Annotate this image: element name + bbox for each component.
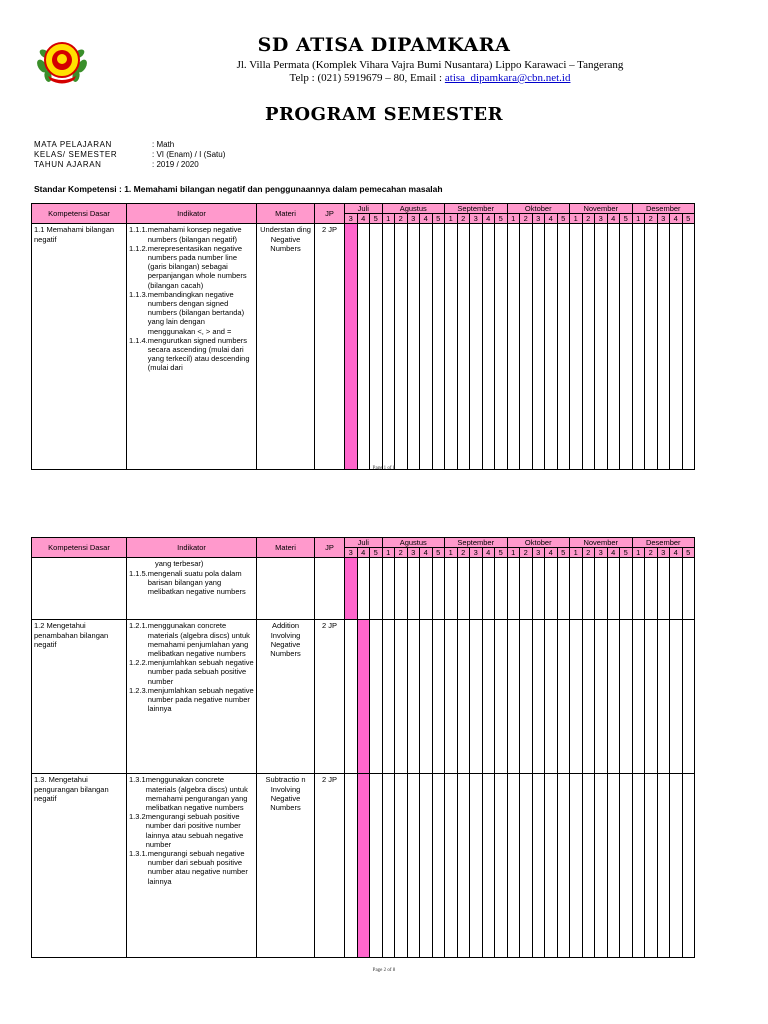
indicator-item	[129, 621, 254, 658]
month-header: Oktober	[507, 204, 570, 214]
schedule-cell	[670, 774, 683, 958]
school-name: SD ATISA DIPAMKARA	[257, 34, 511, 56]
meta-row	[34, 140, 225, 150]
week-number: 3	[595, 214, 608, 224]
schedule-cell	[507, 620, 520, 774]
week-number: 4	[670, 548, 683, 558]
schedule-cell	[520, 224, 533, 470]
week-number: 3	[532, 214, 545, 224]
schedule-cell	[395, 774, 408, 958]
indicator-item	[129, 658, 254, 686]
indicator-item	[129, 225, 254, 243]
indicator-number: 1.2.1.	[129, 621, 148, 631]
schedule-cell	[395, 558, 408, 620]
schedule-cell	[482, 620, 495, 774]
schedule-cell	[570, 224, 583, 470]
schedule-cell	[582, 620, 595, 774]
week-number: 2	[645, 548, 658, 558]
header-kompetensi-dasar: Kompetensi Dasar	[32, 538, 127, 558]
indicator-number: 1.1.1.	[129, 225, 148, 235]
indicator-text: membandingkan negative numbers dengan signed numbers (bilangan bertanda) yang lain dengan menggunakan <, > and =	[147, 289, 245, 336]
indicator-text: mengurangi sebuah positive number dari positive number lainnya atau sebuah negative number	[145, 812, 244, 849]
schedule-cell	[520, 774, 533, 958]
week-number: 1	[632, 214, 645, 224]
schedule-cell	[570, 620, 583, 774]
week-number: 3	[407, 548, 420, 558]
indikator-cell	[127, 224, 257, 470]
week-number: 3	[532, 548, 545, 558]
indicator-item	[129, 686, 254, 714]
week-number: 2	[395, 548, 408, 558]
meta-row	[34, 160, 225, 170]
month-header: Juli	[345, 204, 383, 214]
schedule-cell	[645, 558, 658, 620]
schedule-cell	[345, 620, 358, 774]
indikator-cell	[127, 774, 257, 958]
week-number: 5	[495, 548, 508, 558]
schedule-cell	[432, 774, 445, 958]
schedule-cell	[520, 620, 533, 774]
meta-key: KELAS/ SEMESTER	[34, 150, 118, 159]
schedule-cell	[420, 620, 433, 774]
schedule-cell	[682, 620, 695, 774]
week-number: 3	[595, 548, 608, 558]
page-1	[0, 0, 768, 488]
header-materi: Materi	[257, 204, 315, 224]
month-header: November	[570, 204, 633, 214]
week-number: 2	[520, 548, 533, 558]
schedule-cell	[370, 774, 383, 958]
indicator-text: menjumlahkan sebuah negative number pada negative number lainnya	[147, 685, 254, 714]
header-row	[32, 204, 695, 214]
indicator-number: 1.3.1	[129, 775, 146, 785]
schedule-cell	[432, 558, 445, 620]
schedule-cell	[507, 558, 520, 620]
indicator-number: 1.2.3.	[129, 685, 148, 695]
schedule-cell	[632, 558, 645, 620]
indicator-text: merepresentasikan negative numbers pada number line (garis bilangan) sebagai perpanjangan whole numbers (bilangan cacah)	[147, 243, 247, 290]
indicator-number: 1.3.2	[129, 812, 146, 822]
schedule-cell	[607, 620, 620, 774]
schedule-cell	[557, 774, 570, 958]
table-row	[32, 774, 695, 958]
header-jp: JP	[315, 538, 345, 558]
schedule-cell	[457, 774, 470, 958]
schedule-cell	[657, 224, 670, 470]
schedule-cell	[595, 620, 608, 774]
week-number: 4	[482, 548, 495, 558]
jp-cell	[315, 558, 345, 620]
schedule-cell	[470, 620, 483, 774]
week-number: 2	[457, 214, 470, 224]
schedule-cell	[545, 774, 558, 958]
indicator-text: yang terbesar)	[155, 559, 204, 569]
indicator-item	[129, 290, 254, 336]
schedule-cell	[557, 620, 570, 774]
schedule-cell	[657, 558, 670, 620]
week-number: 1	[570, 548, 583, 558]
schedule-cell	[420, 774, 433, 958]
schedule-cell	[357, 558, 370, 620]
kompetensi-dasar-cell	[32, 558, 127, 620]
week-number: 5	[682, 548, 695, 558]
jp-cell: 2 JP	[315, 620, 345, 774]
schedule-cell	[457, 224, 470, 470]
schedule-cell	[407, 620, 420, 774]
week-number: 4	[670, 214, 683, 224]
indicator-number: 1.2.2.	[129, 658, 148, 668]
indicator-number: 1.1.2.	[129, 243, 148, 253]
meta-value: : 2019 / 2020	[152, 160, 199, 169]
indicator-item	[129, 336, 254, 373]
schedule-cell	[407, 224, 420, 470]
week-number: 5	[370, 214, 383, 224]
meta-value: : Math	[152, 140, 175, 149]
header-indikator: Indikator	[127, 204, 257, 224]
week-number: 5	[620, 214, 633, 224]
schedule-cell	[545, 620, 558, 774]
schedule-cell	[495, 620, 508, 774]
month-header: Desember	[632, 204, 695, 214]
schedule-cell	[357, 224, 370, 470]
week-number: 5	[495, 214, 508, 224]
schedule-cell	[457, 620, 470, 774]
month-header: Agustus	[382, 538, 445, 548]
week-number: 2	[457, 548, 470, 558]
header-kompetensi-dasar: Kompetensi Dasar	[32, 204, 127, 224]
schedule-cell	[657, 620, 670, 774]
week-number: 5	[432, 214, 445, 224]
table-row	[32, 224, 695, 470]
indicator-text: menggunakan concrete materials (algebra discs) untuk memahami pengurangan yang melibatkan negative numbers	[145, 775, 248, 813]
schedule-cell	[595, 774, 608, 958]
schedule-cell	[470, 224, 483, 470]
schedule-cell	[370, 558, 383, 620]
schedule-cell	[595, 558, 608, 620]
indicator-text: memahami konsep negative numbers (bilangan negatif)	[147, 225, 242, 244]
indikator-cell	[127, 558, 257, 620]
week-number: 5	[682, 214, 695, 224]
schedule-cell	[470, 774, 483, 958]
week-number: 5	[370, 548, 383, 558]
schedule-cell	[682, 774, 695, 958]
week-number: 4	[607, 214, 620, 224]
course-meta	[34, 140, 225, 170]
schedule-cell	[445, 774, 458, 958]
schedule-cell	[532, 774, 545, 958]
schedule-cell	[445, 224, 458, 470]
schedule-cell	[382, 774, 395, 958]
week-number: 3	[345, 214, 358, 224]
week-number: 1	[507, 548, 520, 558]
week-number: 1	[570, 214, 583, 224]
schedule-cell	[582, 224, 595, 470]
week-number: 1	[382, 214, 395, 224]
schedule-cell	[445, 558, 458, 620]
kompetensi-dasar-cell: 1.3. Mengetahui pengurangan bilangan negatif	[32, 774, 127, 958]
indicator-text: mengenali suatu pola dalam barisan bilangan yang melibatkan negative numbers	[147, 568, 246, 597]
week-number: 4	[420, 214, 433, 224]
indicator-item	[129, 559, 254, 568]
schedule-cell	[420, 224, 433, 470]
indicator-text: menggunakan concrete materials (algebra discs) untuk memahami penjumlahan yang melibatkan negative numbers	[147, 621, 250, 659]
indicator-item	[129, 775, 254, 812]
schedule-cell	[495, 224, 508, 470]
schedule-cell	[407, 774, 420, 958]
table-row	[32, 558, 695, 620]
schedule-cell	[382, 620, 395, 774]
schedule-cell	[595, 224, 608, 470]
schedule-cell	[582, 558, 595, 620]
schedule-cell	[407, 558, 420, 620]
week-number: 4	[420, 548, 433, 558]
schedule-cell-active	[357, 774, 370, 958]
program-table-page-1	[31, 203, 695, 470]
week-number: 2	[520, 214, 533, 224]
schedule-cell	[482, 558, 495, 620]
schedule-cell	[670, 620, 683, 774]
week-number: 1	[445, 548, 458, 558]
header-jp: JP	[315, 204, 345, 224]
schedule-cell	[382, 558, 395, 620]
schedule-cell	[645, 224, 658, 470]
schedule-cell	[670, 224, 683, 470]
meta-key: TAHUN AJARAN	[34, 160, 102, 169]
header-row	[32, 538, 695, 548]
indicator-item	[129, 569, 254, 597]
week-number: 1	[382, 548, 395, 558]
week-number: 3	[657, 214, 670, 224]
month-header: Juli	[345, 538, 383, 548]
standar-kompetensi: Standar Kompetensi : 1. Memahami bilangan negatif dan penggunaannya dalam pemecahan masalah	[34, 184, 443, 194]
week-number: 4	[545, 548, 558, 558]
schedule-cell	[482, 774, 495, 958]
header-indikator: Indikator	[127, 538, 257, 558]
schedule-cell-active	[345, 558, 358, 620]
week-number: 3	[345, 548, 358, 558]
meta-key: MATA PELAJARAN	[34, 140, 112, 149]
schedule-cell	[670, 558, 683, 620]
week-number: 2	[582, 214, 595, 224]
schedule-cell	[495, 558, 508, 620]
header-materi: Materi	[257, 538, 315, 558]
materi-cell: Addition Involving Negative Numbers	[257, 620, 315, 774]
schedule-cell	[532, 620, 545, 774]
week-number: 4	[357, 548, 370, 558]
schedule-cell	[545, 558, 558, 620]
week-number: 3	[470, 548, 483, 558]
week-number: 2	[395, 214, 408, 224]
indicator-text: mengurangi sebuah negative number dari sebuah positive number atau negative number lainnya	[147, 849, 248, 886]
schedule-cell-active	[357, 620, 370, 774]
schedule-cell	[682, 558, 695, 620]
week-number: 1	[507, 214, 520, 224]
week-number: 4	[607, 548, 620, 558]
schedule-cell	[632, 620, 645, 774]
schedule-cell	[370, 224, 383, 470]
week-number: 2	[645, 214, 658, 224]
schedule-cell-active	[345, 224, 358, 470]
week-number: 3	[470, 214, 483, 224]
jp-cell: 2 JP	[315, 224, 345, 470]
schedule-cell	[570, 774, 583, 958]
schedule-cell	[457, 558, 470, 620]
week-number: 1	[445, 214, 458, 224]
month-header: November	[570, 538, 633, 548]
schedule-cell	[607, 224, 620, 470]
materi-cell	[257, 558, 315, 620]
week-number: 4	[482, 214, 495, 224]
schedule-cell	[395, 224, 408, 470]
kompetensi-dasar-cell: 1.1 Memahami bilangan negatif	[32, 224, 127, 470]
week-number: 5	[620, 548, 633, 558]
month-header: Oktober	[507, 538, 570, 548]
week-number: 1	[632, 548, 645, 558]
schedule-cell	[520, 558, 533, 620]
schedule-cell	[570, 558, 583, 620]
indicator-number: 1.1.3.	[129, 289, 148, 299]
month-header: Agustus	[382, 204, 445, 214]
week-number: 3	[407, 214, 420, 224]
indicator-item	[129, 244, 254, 290]
schedule-cell	[632, 774, 645, 958]
contact-phone: Telp : (021) 5919679 – 80, Email :	[289, 72, 445, 84]
week-number: 5	[557, 548, 570, 558]
school-contact	[170, 72, 690, 84]
schedule-cell	[370, 620, 383, 774]
month-header: Desember	[632, 538, 695, 548]
schedule-cell	[645, 774, 658, 958]
indikator-cell	[127, 620, 257, 774]
schedule-cell	[557, 224, 570, 470]
indicator-number: 1.1.4.	[129, 335, 148, 345]
indicator-text: mengurutkan signed numbers secara ascending (mulai dari yang terkecil) atau descending (mulai dari	[147, 335, 250, 373]
schedule-cell	[620, 620, 633, 774]
schedule-cell	[395, 620, 408, 774]
week-number: 4	[357, 214, 370, 224]
program-table-page-2	[31, 537, 695, 958]
schedule-cell	[420, 558, 433, 620]
month-header: September	[445, 538, 508, 548]
week-number: 2	[582, 548, 595, 558]
schedule-cell	[607, 774, 620, 958]
indicator-item	[129, 849, 254, 886]
schedule-cell	[432, 620, 445, 774]
schedule-cell	[532, 224, 545, 470]
meta-row	[34, 150, 225, 160]
week-number: 4	[545, 214, 558, 224]
schedule-cell	[482, 224, 495, 470]
kompetensi-dasar-cell: 1.2 Mengetahui penambahan bilangan negatif	[32, 620, 127, 774]
schedule-cell	[632, 224, 645, 470]
indicator-text: menjumlahkan sebuah negative number pada sebuah positive number	[147, 658, 254, 686]
month-header: September	[445, 204, 508, 214]
week-number: 3	[657, 548, 670, 558]
schedule-cell	[345, 774, 358, 958]
email-link[interactable]: atisa_dipamkara@cbn.net.id	[444, 72, 571, 84]
schedule-cell	[682, 224, 695, 470]
schedule-cell	[620, 774, 633, 958]
schedule-cell	[495, 774, 508, 958]
table-row	[32, 620, 695, 774]
schedule-cell	[645, 620, 658, 774]
document-title: PROGRAM SEMESTER	[264, 104, 504, 125]
schedule-cell	[545, 224, 558, 470]
page-footer: Page 2 of 8	[372, 968, 396, 973]
materi-cell: Understan ding Negative Numbers	[257, 224, 315, 470]
week-number: 5	[557, 214, 570, 224]
jp-cell: 2 JP	[315, 774, 345, 958]
schedule-cell	[557, 558, 570, 620]
schedule-cell	[507, 774, 520, 958]
meta-value: : VI (Enam) / I (Satu)	[152, 150, 226, 159]
schedule-cell	[507, 224, 520, 470]
indicator-item	[129, 812, 254, 849]
schedule-cell	[432, 224, 445, 470]
schedule-cell	[532, 558, 545, 620]
indicator-number: 1.1.5.	[129, 568, 148, 578]
schedule-cell	[582, 774, 595, 958]
schedule-cell	[382, 224, 395, 470]
schedule-cell	[657, 774, 670, 958]
schedule-cell	[445, 620, 458, 774]
week-number: 5	[432, 548, 445, 558]
schedule-cell	[607, 558, 620, 620]
schedule-cell	[620, 224, 633, 470]
schedule-cell	[470, 558, 483, 620]
school-address: Jl. Villa Permata (Komplek Vihara Vajra Bumi Nusantara) Lippo Karawaci – Tangerang	[236, 59, 624, 71]
page-2	[0, 488, 768, 1024]
materi-cell: Subtractio n Involving Negative Numbers	[257, 774, 315, 958]
page-footer: Page 1 of 8	[372, 466, 396, 471]
schedule-cell	[620, 558, 633, 620]
indicator-number: 1.3.1.	[129, 849, 148, 859]
